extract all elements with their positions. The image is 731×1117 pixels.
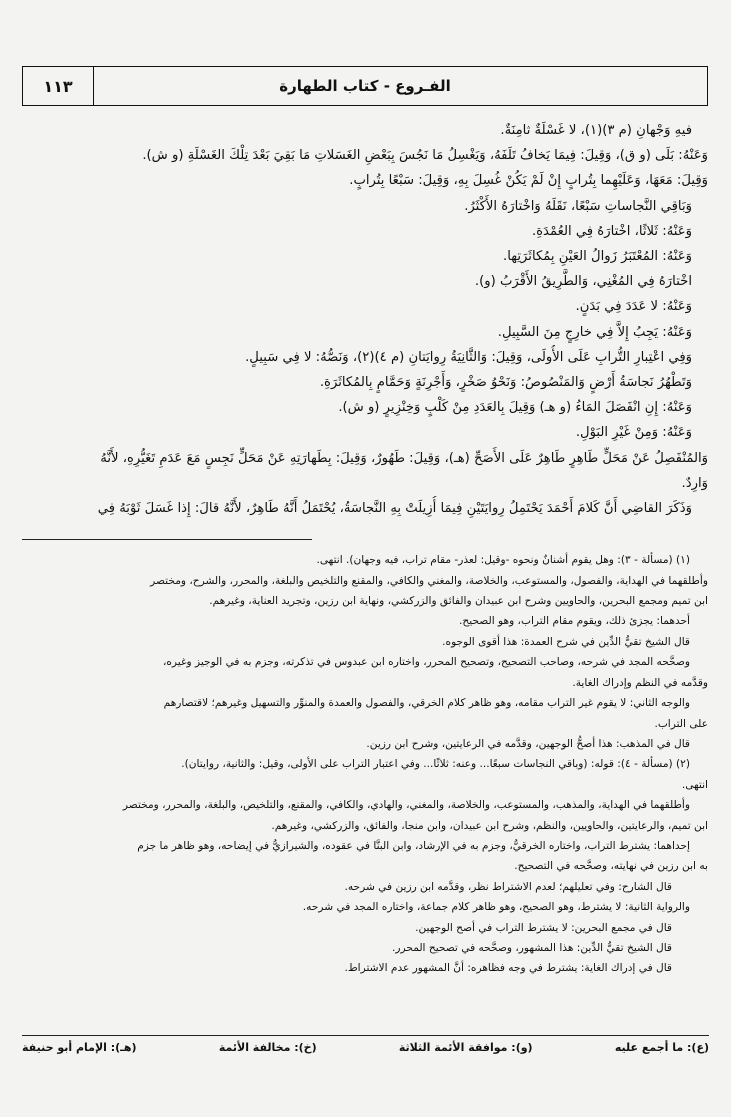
footnote-line: قال الشيخ تقيُّ الدِّين في شرح العمدة: هذا أقوى الوجوه. [442,635,690,648]
footnote-line: على التراب. [654,717,708,730]
text-line: وَفِي اعْتِبارِ التُّرابِ عَلَى الأُولَى، وَقِيلَ: وَالثَّانِيَةُ رِوايَتانِ (م ٤)(٢)، وَنَصُّهُ: لا فِي سَبِيلٍ. [245,349,692,365]
legend-hanifa: (هـ): الإمام أبو حنيفة [22,1041,137,1054]
header-title: الفـروع - كتاب الطهارة [279,77,451,95]
footnote-line: انتهى. [681,778,708,791]
footnote-line: به ابن رزين في نهايته، وصحَّحه في التصحيح. [514,860,708,873]
text-line: وَالمُنْفَصِلُ عَنْ مَحَلٍّ طَاهِرٍ طَاهِرٌ عَلَى الأَصَحِّ (هـ)، وَقِيلَ: طَهُورٌ، وَقِيلَ: بِطَهارَتِهِ عَنْ مَحَلٍّ نَجِسٍ مَعَ عَدَمِ تَغَيُّرِهِ، لأَنَّهُ [100,450,708,466]
footnote-line: وأطلقهما في الهداية، والفصول، والمستوعب، والخلاصة، والمغني والكافي، والمقنع والتلخيص والبلغة، والمحرر، والشرح، ومختصر [150,574,708,587]
text-line: وَقِيلَ: مَعَهَا، وَعَلَيْهِما بِتُرابٍ إِنْ لَمْ يَكُنْ غُسِلَ بِهِ، وَقِيلَ: سَبْعًا بِتُرابٍ. [349,173,708,189]
text-line: وَعَنْهُ: لا عَدَدَ فِي بَدَنٍ. [575,299,692,315]
text-line: وَعَنْهُ: يَجِبُ إِلاَّ فِي خارِجٍ مِنَ السَّبِيلِ. [497,324,692,340]
legend-mukhalafa: (خ): مخالفة الأئمة [218,1041,317,1054]
symbol-legend [22,1041,709,1054]
footnotes [22,550,708,979]
footnote-line: قال في مجمع البحرين: لا يشترط التراب في أصح الوجهين. [415,921,672,934]
footnote-line: وأطلقهما في الهداية، والمذهب، والمستوعب، والخلاصة، والمغني، والهادي، والكافي، والمقنع، والتلخيص، والبلغة، والمحرر، ومختصر [122,799,690,812]
footnote-line: قال في إدراك الغاية: يشترط في وجه فظاهره: أنَّ المشهور عدم الاشتراط. [344,962,672,975]
text-line: وَارِدٌ. [681,475,708,491]
text-line: وَبَاقِي النَّجاساتِ سَبْعًا، نَقَلَهُ وَاخْتارَهُ الأَكْثَرُ. [464,198,692,214]
text-line: اخْتارَهُ فِي المُغْنِي، وَالطَّرِيقُ الأَقْرَبُ (و). [474,274,692,290]
legend-separator [22,1035,709,1036]
text-line: وَعَنْهُ: إِنِ انْفَصَلَ المَاءُ (و هـ) وَقِيلَ بِالعَدَدِ مِنْ كَلْبٍ وَخِنْزِيرٍ (و ش). [338,400,692,416]
footnote-line: (١) (مسألة - ٣): وهل يقوم أشنانٌ ونحوه -وقيل: لعذر- مقام تراب، فيه وجهان). انتهى. [316,554,690,567]
legend-ijma: (ع): ما أجمع عليه [614,1041,709,1054]
footnote-line: ابن تميم ومجمع البحرين، والحاويين وشرح ابن عبيدان والفائق والزركشي، ونهاية ابن رزين، وتجريد العناية، وغيرهم. [209,595,708,608]
footnote-line: والوجه الثاني: لا يقوم غير التراب مقامه، وهو ظاهر كلام الخرقي، والفصول والعمدة والمنوِّر والتسهيل وغيرهم؛ لاقتصارهم [163,697,690,710]
page-number: ١١٣ [23,67,94,105]
footnote-line: أحدهما: يجزئ ذلك، ويقوم مقام التراب، وهو الصحيح. [459,615,690,628]
footnote-line: قال الشارح: وفي تعليلهم؛ لعدم الاشتراط نظر، وقدَّمه ابن رزين في شرحه. [344,880,672,893]
footnote-line: وقدَّمه في النظم وإدراك الغاية. [572,676,708,689]
text-line: وَعَنْهُ: المُعْتَبَرُ زَوالُ العَيْنِ بِمُكاثَرَتِها. [503,249,692,265]
running-header [22,66,708,106]
text-line: وَذَكَرَ القاضِي أَنَّ كَلامَ أَحْمَدَ يَحْتَمِلُ رِوايَتَيْنِ فِيمَا أُزِيلَتْ بِهِ النَّجاسَةُ، يُحْتَمَلُ أَنَّهُ طَاهِرٌ، لأَنَّهُ قالَ: إِذا غَسَلَ ثَوْبَهُ فِي [97,501,692,517]
text-line: وَعَنْهُ: ثَلاثًا، اخْتارَهُ فِي العُمْدَةِ. [531,223,692,239]
footnote-line: ابن تميم، والرعايتين، والحاويين، والنظم، وشرح ابن عبيدان، وابن منجا، والفائق، والزركشي، وغيرهم. [271,819,708,832]
footnote-line: والرواية الثانية: لا يشترط، وهو الصحيح، وهو ظاهر كلام جماعة، واختاره المجد في شرحه. [302,901,690,914]
footnote-line: (٢) (مسألة - ٤): قوله: (وباقي النجاسات سبعًا... وعنه: ثلاثًا... وفي اعتبار التراب على الأولى، وقيل: والثانية، روايتان). [181,758,690,771]
footnote-separator [22,539,312,540]
page [22,66,708,979]
text-line: وَعَنْهُ: وَمِنْ غَيْرِ البَوْلِ. [575,425,692,441]
text-line: وَعَنْهُ: بَلَى (و ق)، وَقِيلَ: فِيمَا يَخافُ تَلَفَهُ، وَيَغْسِلُ مَا نَجُسَ بِبَعْضِ الغَسَلاتِ مَا بَقِيَ بَعْدَ تِلْكَ الغَسْلَةِ (و ش). [142,148,708,164]
text-line: وَتَطْهُرُ نَجاسَةُ أَرْضٍ وَالمَنْصُوصُ: وَنَحْوُ صَخْرٍ، وَأَجْرِنَةٍ وَحَمَّامٍ بِالمُكاثَرَةِ. [319,375,692,391]
legend-muwafaqa: (و): موافقة الأئمة الثلاثة [398,1041,533,1054]
footnote-line: وصحَّحه المجد في شرحه، وصاحب التصحيح، وتصحيح المحرر، واختاره ابن عبدوس في تذكرته، وجزم به في الوجيز وغيره، [162,656,690,669]
footnote-line: إحداهما: يشترط التراب، واختاره الخرقيُّ، وجزم به في الإرشاد، وابن البنَّا في عقوده، والشيرازيُّ في إيضاحه، وهو ظاهر ما جزم [137,839,690,852]
footnote-line: قال في المذهب: هذا أصحُّ الوجهين، وقدَّمه في الرعايتين، وشرح ابن رزين. [366,737,690,750]
main-text [22,118,708,521]
footnote-line: قال الشيخ تقيُّ الدِّين: هذا المشهور، وصحَّحه في تصحيح المحرر. [392,941,672,954]
text-line: فيهِ وَجْهانِ (م ٣)(١)، لا غَسْلَةٌ ثامِنَةٌ. [500,123,692,138]
